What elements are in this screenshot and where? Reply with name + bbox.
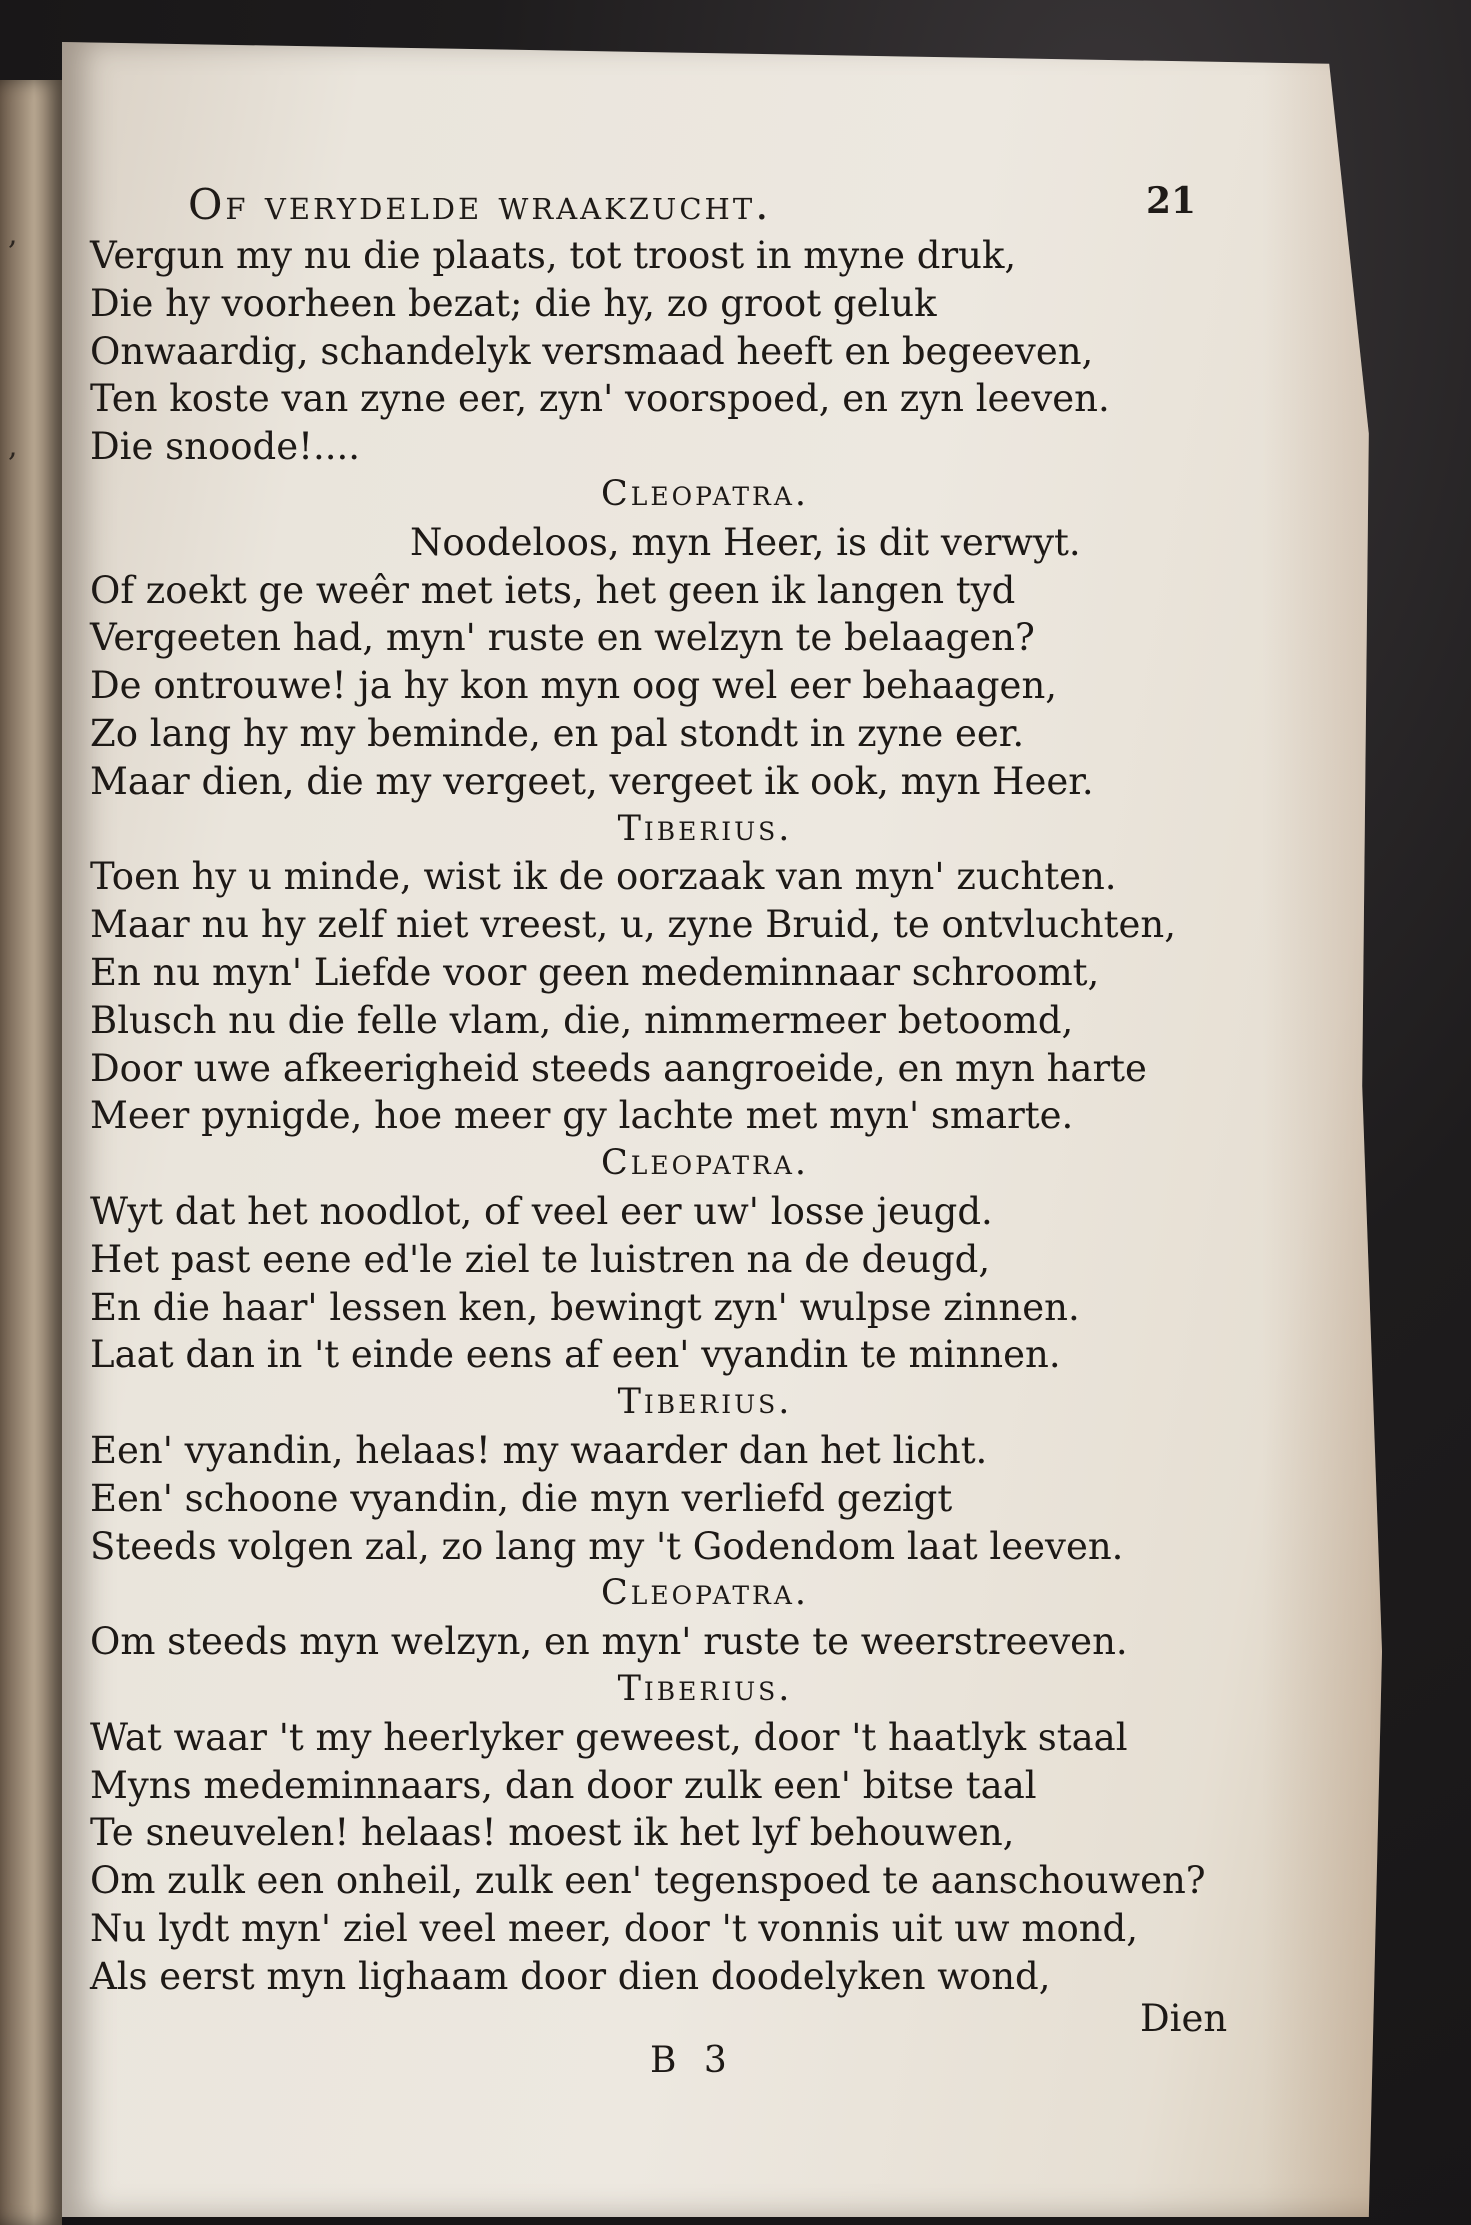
facing-page-edge (0, 80, 62, 2225)
verse-line: Die snoode!.... (90, 425, 361, 469)
verse-line: Vergun my nu die plaats, tot troost in myne druk, (90, 234, 1017, 277)
catchword: Dien (1140, 1997, 1228, 2040)
verse-line: Maar dien, die my vergeet, vergeet ik ook, myn Heer. (90, 759, 1094, 803)
verse-line: Maar nu hy zelf niet vreest, u, zyne Bruid, te ontvluchten, (90, 903, 1176, 947)
verse-line: Nu lydt myn' ziel veel meer, door 't vonnis uit uw mond, (90, 1906, 1138, 1950)
verse-line: Of zoekt ge weêr met iets, het geen ik langen tyd (90, 568, 1016, 612)
verse-line: Vergeeten had, myn' ruste en welzyn te belaagen? (90, 616, 1035, 660)
verse-line: Onwaardig, schandelyk versmaad heeft en begeeven, (90, 329, 1094, 373)
verse-line: Ten koste van zyne eer, zyn' voorspoed, en zyn leeven. (90, 377, 1110, 421)
speaker-name: Tiberius. (617, 1382, 793, 1423)
verse-line: De ontrouwe! ja hy kon myn oog wel eer behaagen, (90, 664, 1058, 708)
speaker-name: Cleopatra. (600, 1143, 810, 1184)
verse-line: En die haar' lessen ken, bewingt zyn' wulpse zinnen. (90, 1285, 1080, 1329)
verse-line: Om steeds myn welzyn, en myn' ruste te weerstreeven. (90, 1620, 1128, 1664)
running-head: Of verydelde wraakzucht. (188, 180, 772, 229)
verse-line: Noodeloos, myn Heer, is dit verwyt. (410, 520, 1081, 564)
verse-line: Myns medeminnaars, dan door zulk een' bitse taal (90, 1763, 1037, 1807)
verse-line: Toen hy u minde, wist ik de oorzaak van myn' zuchten. (90, 855, 1117, 899)
verse-line: Wyt dat het noodlot, of veel eer uw' losse jeugd. (90, 1189, 993, 1233)
page-number: 21 (1146, 180, 1197, 222)
verse-line: Blusch nu die felle vlam, die, nimmermeer betoomd, (90, 998, 1074, 1042)
speaker-name: Cleopatra. (600, 1573, 810, 1614)
verse-line: Een' schoone vyandin, die myn verliefd gezigt (90, 1476, 953, 1520)
speaker-name: Cleopatra. (600, 473, 810, 514)
verse-line: En nu myn' Liefde voor geen medeminnaar schroomt, (90, 950, 1100, 994)
verse-line: Die hy voorheen bezat; die hy, zo groot geluk (90, 281, 937, 325)
verse-line: Laat dan in 't einde eens af een' vyandin te minnen. (90, 1333, 1061, 1377)
speaker-name: Tiberius. (617, 1668, 793, 1709)
verse-line: Meer pynigde, hoe meer gy lachte met myn' smarte. (90, 1094, 1074, 1138)
verse-line: Wat waar 't my heerlyker geweest, door 't haatlyk staal (90, 1715, 1128, 1759)
page-header (126, 180, 1226, 240)
speaker-name: Tiberius. (617, 808, 793, 849)
margin-mark: , (8, 217, 18, 252)
verse-line: Zo lang hy my beminde, en pal stondt in zyne eer. (90, 711, 1025, 755)
verse-line: Om zulk een onheil, zulk een' tegenspoed te aanschouwen? (90, 1859, 1206, 1903)
verse-line: Te sneuvelen! helaas! moest ik het lyf behouwen, (90, 1811, 1015, 1855)
verse-line: Een' vyandin, helaas! my waarder dan het licht. (90, 1428, 988, 1472)
signature-mark: B 3 (650, 2040, 735, 2081)
verse-line: Het past eene ed'le ziel te luistren na de deugd, (90, 1237, 991, 1281)
verse-text-block (90, 232, 1260, 2000)
verse-line: Als eerst myn lighaam door dien doodelyken wond, (90, 1954, 1051, 1998)
verse-line: Steeds volgen zal, zo lang my 't Godendom laat leeven. (90, 1524, 1124, 1568)
verse-line: Door uwe afkeerigheid steeds aangroeide, en myn harte (90, 1046, 1147, 1090)
margin-mark: , (8, 429, 18, 464)
